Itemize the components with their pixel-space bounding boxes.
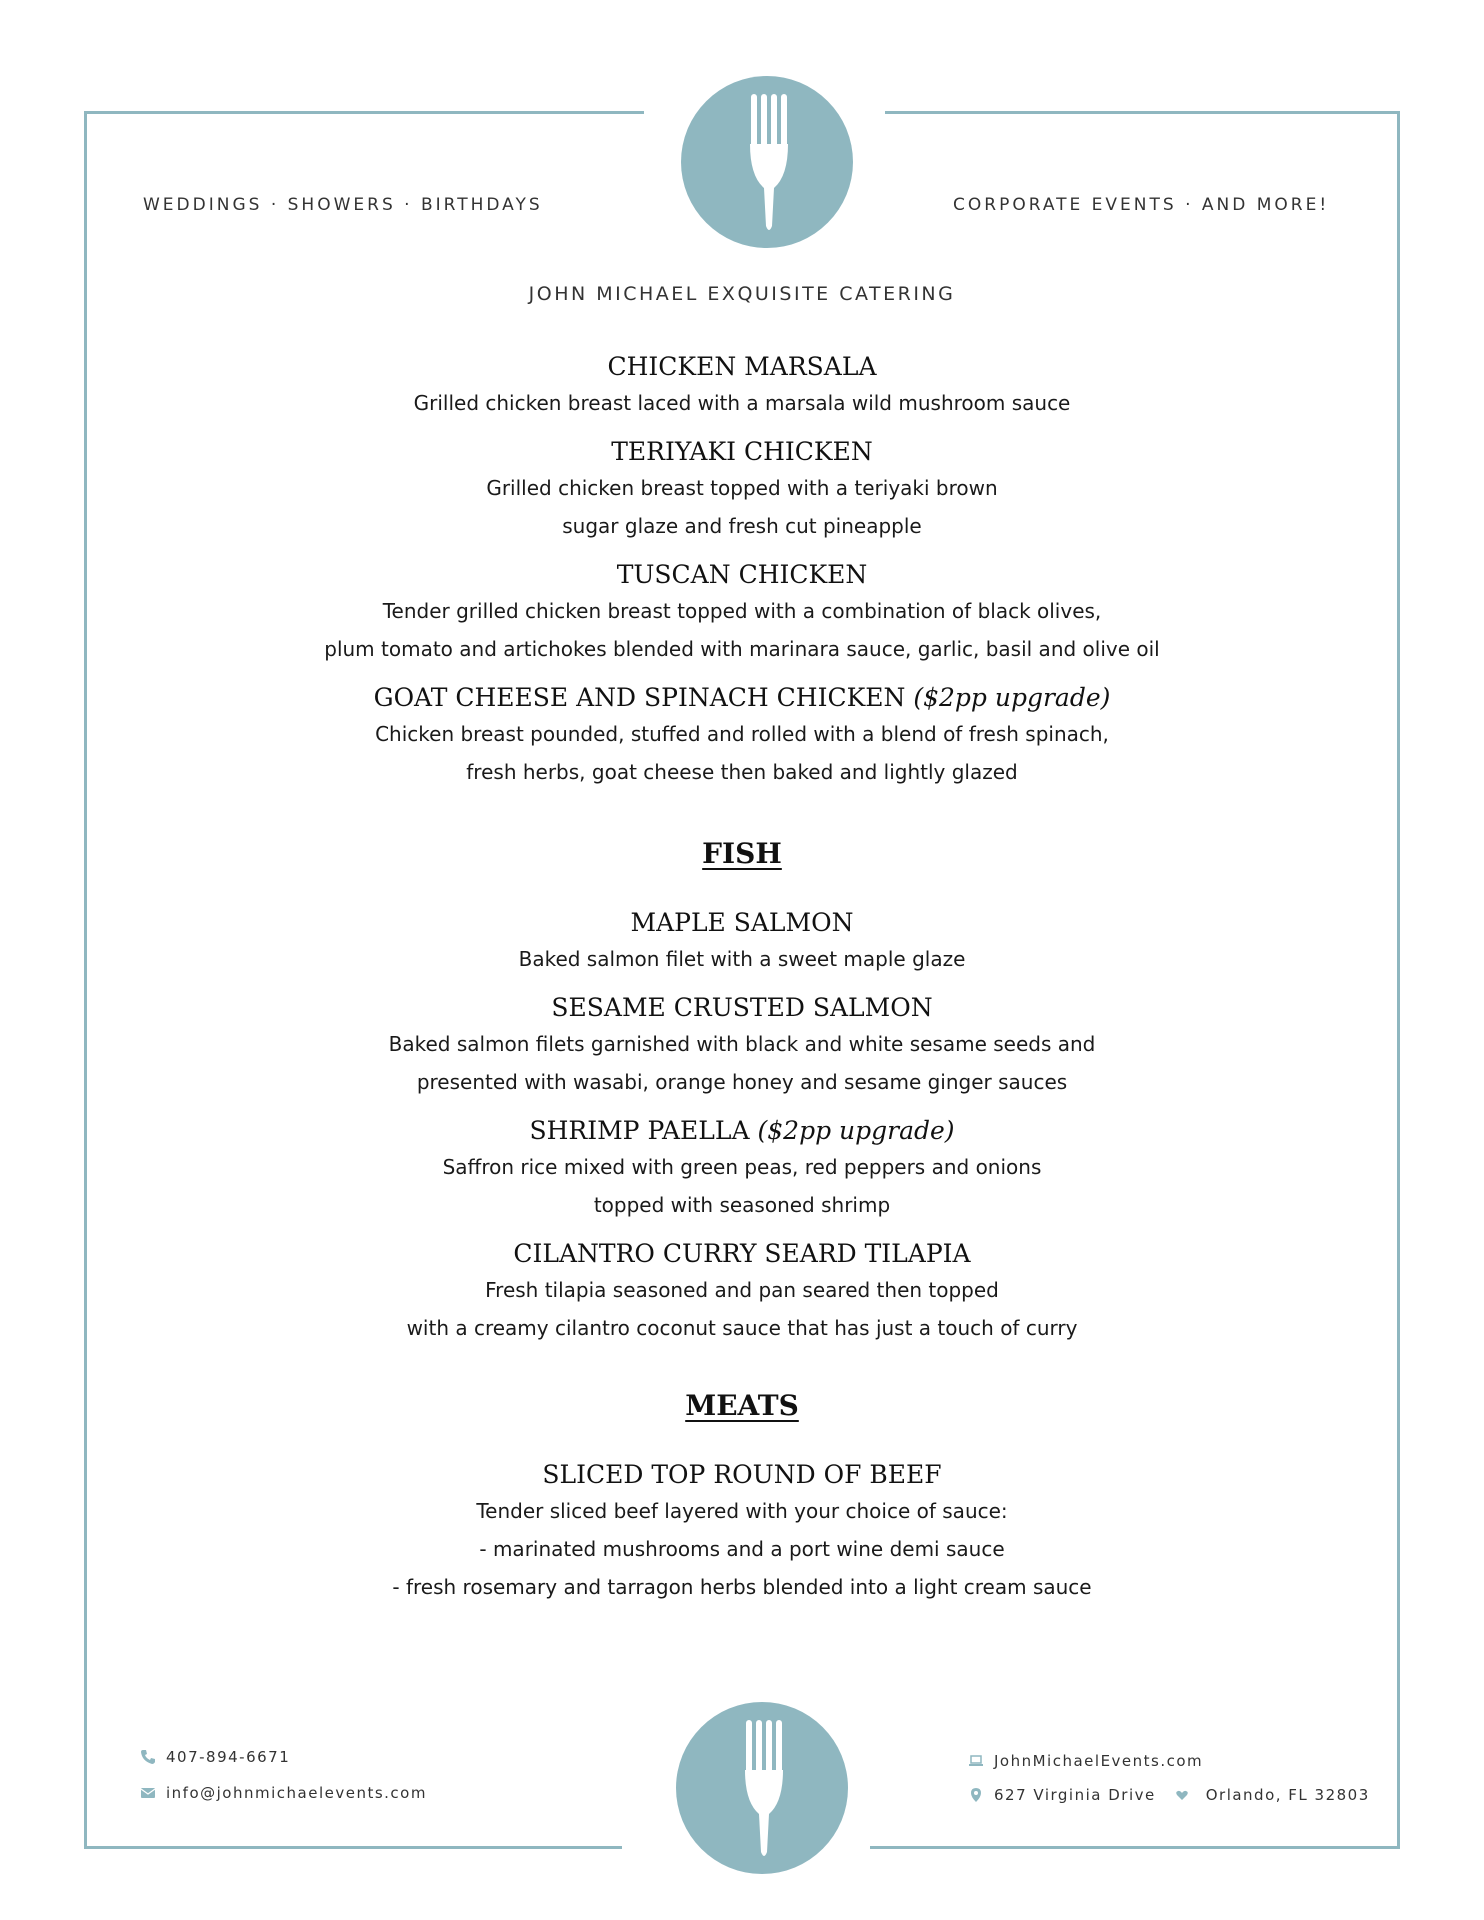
- item-desc: with a creamy cilantro coconut sauce that has just a touch of curry: [406, 1316, 1078, 1340]
- item-title: TUSCAN CHICKEN: [616, 560, 868, 589]
- upgrade-note: ($2pp upgrade): [757, 1116, 955, 1145]
- heart-icon: [1174, 1787, 1190, 1803]
- item-desc: - marinated mushrooms and a port wine demi sauce: [479, 1537, 1005, 1561]
- fork-icon: [676, 1702, 848, 1874]
- envelope-icon: [140, 1785, 156, 1801]
- contact-phone[interactable]: [140, 1748, 290, 1766]
- frame-bottom-left: [84, 1846, 622, 1849]
- laptop-icon: [968, 1753, 984, 1769]
- menu-item: [150, 906, 1334, 978]
- street-address: 627 Virginia Drive: [994, 1786, 1156, 1804]
- menu-item: [150, 558, 1334, 668]
- item-desc: sugar glaze and fresh cut pineapple: [562, 514, 922, 538]
- fork-logo-top: [681, 76, 853, 248]
- item-desc: presented with wasabi, orange honey and sesame ginger sauces: [416, 1070, 1068, 1094]
- section-meats: [150, 1386, 1334, 1426]
- city-state-zip: Orlando, FL 32803: [1205, 1786, 1370, 1804]
- menu-item: [150, 991, 1334, 1101]
- fork-logo-bottom: [676, 1702, 848, 1874]
- item-desc: Saffron rice mixed with green peas, red peppers and onions: [442, 1155, 1042, 1179]
- contact-website[interactable]: [968, 1752, 1203, 1770]
- item-title: GOAT CHEESE AND SPINACH CHICKEN ($2pp upgrade): [373, 683, 1111, 712]
- item-desc: Baked salmon filet with a sweet maple glaze: [518, 947, 966, 971]
- frame-top-right: [885, 111, 1400, 114]
- item-desc: Chicken breast pounded, stuffed and rolled with a blend of fresh spinach,: [375, 722, 1109, 746]
- website: JohnMichaelEvents.com: [994, 1752, 1204, 1770]
- menu-item: [150, 1114, 1334, 1224]
- map-pin-icon: [968, 1787, 984, 1803]
- item-desc: Tender grilled chicken breast topped with a combination of black olives,: [382, 599, 1102, 623]
- item-desc: - fresh rosemary and tarragon herbs blended into a light cream sauce: [392, 1575, 1092, 1599]
- item-title: MAPLE SALMON: [630, 908, 854, 937]
- menu-meats: [150, 1458, 1334, 1619]
- item-title: SHRIMP PAELLA ($2pp upgrade): [529, 1116, 955, 1145]
- menu-item: [150, 1237, 1334, 1347]
- item-desc: topped with seasoned shrimp: [593, 1193, 891, 1217]
- item-title: CHICKEN MARSALA: [607, 352, 877, 381]
- company-name: JOHN MICHAEL EXQUISITE CATERING: [528, 283, 956, 305]
- menu-fish: [150, 906, 1334, 1360]
- item-title: TERIYAKI CHICKEN: [611, 437, 873, 466]
- item-desc: Grilled chicken breast laced with a marsala wild mushroom sauce: [413, 391, 1071, 415]
- section-heading-meats: MEATS: [685, 1389, 799, 1422]
- item-title: SLICED TOP ROUND OF BEEF: [542, 1460, 942, 1489]
- tagline-left: WEDDINGS · SHOWERS · BIRTHDAYS: [143, 195, 543, 215]
- item-desc: plum tomato and artichokes blended with marinara sauce, garlic, basil and olive oil: [324, 637, 1160, 661]
- contact-address: [968, 1786, 1370, 1804]
- fork-icon: [681, 76, 853, 248]
- frame-top-left: [84, 111, 644, 114]
- frame-left: [84, 111, 87, 1849]
- frame-bottom-right: [870, 1846, 1400, 1849]
- section-heading-fish: FISH: [702, 837, 782, 870]
- section-fish: [150, 834, 1334, 874]
- menu-item: [150, 681, 1334, 791]
- menu-chicken: [150, 350, 1334, 804]
- tagline-right: CORPORATE EVENTS · AND MORE!: [953, 195, 1330, 215]
- email-address: info@johnmichaelevents.com: [166, 1784, 427, 1802]
- item-desc: Fresh tilapia seasoned and pan seared then topped: [485, 1278, 999, 1302]
- menu-item: [150, 350, 1334, 422]
- phone-icon: [140, 1749, 156, 1765]
- item-title: SESAME CRUSTED SALMON: [551, 993, 933, 1022]
- item-desc: Tender sliced beef layered with your choice of sauce:: [476, 1499, 1008, 1523]
- frame-right: [1397, 111, 1400, 1849]
- contact-email[interactable]: [140, 1784, 427, 1802]
- upgrade-note: ($2pp upgrade): [913, 683, 1111, 712]
- item-desc: fresh herbs, goat cheese then baked and lightly glazed: [466, 760, 1018, 784]
- item-title: CILANTRO CURRY SEARD TILAPIA: [513, 1239, 971, 1268]
- menu-item: [150, 435, 1334, 545]
- item-desc: Baked salmon filets garnished with black and white sesame seeds and: [388, 1032, 1096, 1056]
- menu-item: [150, 1458, 1334, 1606]
- phone-number: 407-894-6671: [166, 1748, 291, 1766]
- item-desc: Grilled chicken breast topped with a teriyaki brown: [486, 476, 998, 500]
